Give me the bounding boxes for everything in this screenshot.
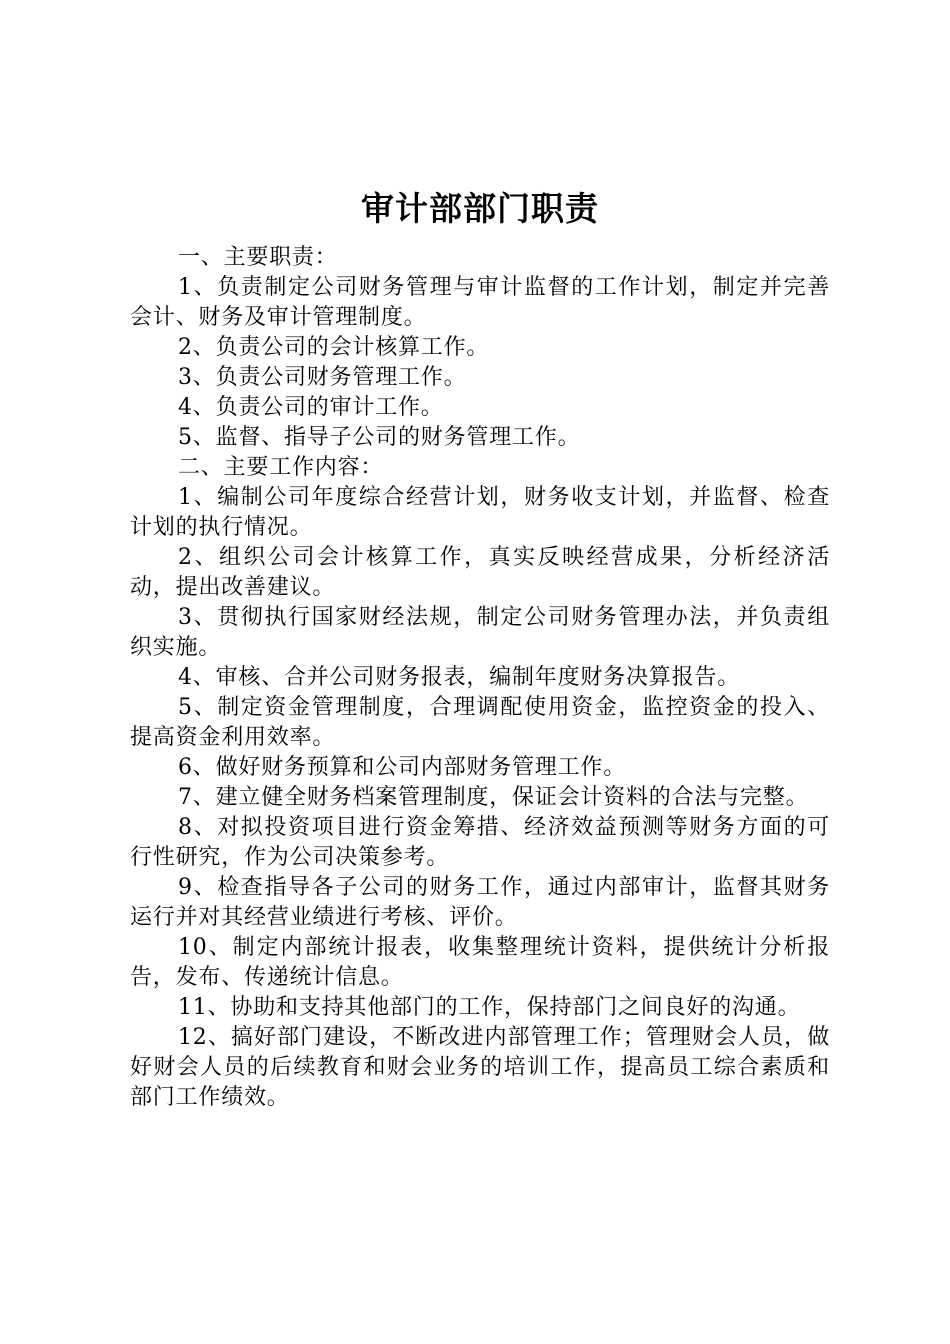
work-item-9: 9、检查指导各子公司的财务工作，通过内部审计，监督其财务运行并对其经营业绩进行考核、评价。 [130,875,830,930]
work-item-11: 11、协助和支持其他部门的工作，保持部门之间良好的沟通。 [178,995,801,1020]
duty-item-2: 2、负责公司的会计核算工作。 [178,335,490,360]
work-item-7: 7、建立健全财务档案管理制度，保证会计资料的合法与完整。 [178,785,809,810]
work-item-12: 12、搞好部门建设，不断改进内部管理工作；管理财会人员，做好财会人员的后续教育和财会业务的培训工作，提高员工综合素质和部门工作绩效。 [130,1025,830,1110]
work-item-6: 6、做好财务预算和公司内部财务管理工作。 [178,755,626,780]
duty-item-5: 5、监督、指导子公司的财务管理工作。 [178,425,581,450]
section-heading-work-content: 二、主要工作内容： [178,455,384,480]
work-item-1: 1、编制公司年度综合经营计划，财务收支计划，并监督、检查计划的执行情况。 [130,485,830,540]
duty-item-1: 1、负责制定公司财务管理与审计监督的工作计划，制定并完善会计、财务及审计管理制度。 [130,275,830,330]
document-content [130,184,830,1113]
work-item-4: 4、审核、合并公司财务报表，编制年度财务决算报告。 [178,665,740,690]
work-item-8: 8、对拟投资项目进行资金筹措、经济效益预测等财务方面的可行性研究，作为公司决策参考。 [130,815,830,870]
work-item-2: 2、组织公司会计核算工作，真实反映经营成果，分析经济活动，提出改善建议。 [130,545,830,600]
work-item-10: 10、制定内部统计报表，收集整理统计资料，提供统计分析报告，发布、传递统计信息。 [130,935,830,990]
document-title: 审计部部门职责 [361,189,599,228]
section-heading-main-duties: 一、主要职责： [178,245,338,270]
duty-item-3: 3、负责公司财务管理工作。 [178,365,467,390]
work-item-3: 3、贯彻执行国家财经法规，制定公司财务管理办法，并负责组织实施。 [130,605,830,660]
duty-item-4: 4、负责公司的审计工作。 [178,395,444,420]
work-item-5: 5、制定资金管理制度，合理调配使用资金，监控资金的投入、提高资金利用效率。 [130,695,830,750]
